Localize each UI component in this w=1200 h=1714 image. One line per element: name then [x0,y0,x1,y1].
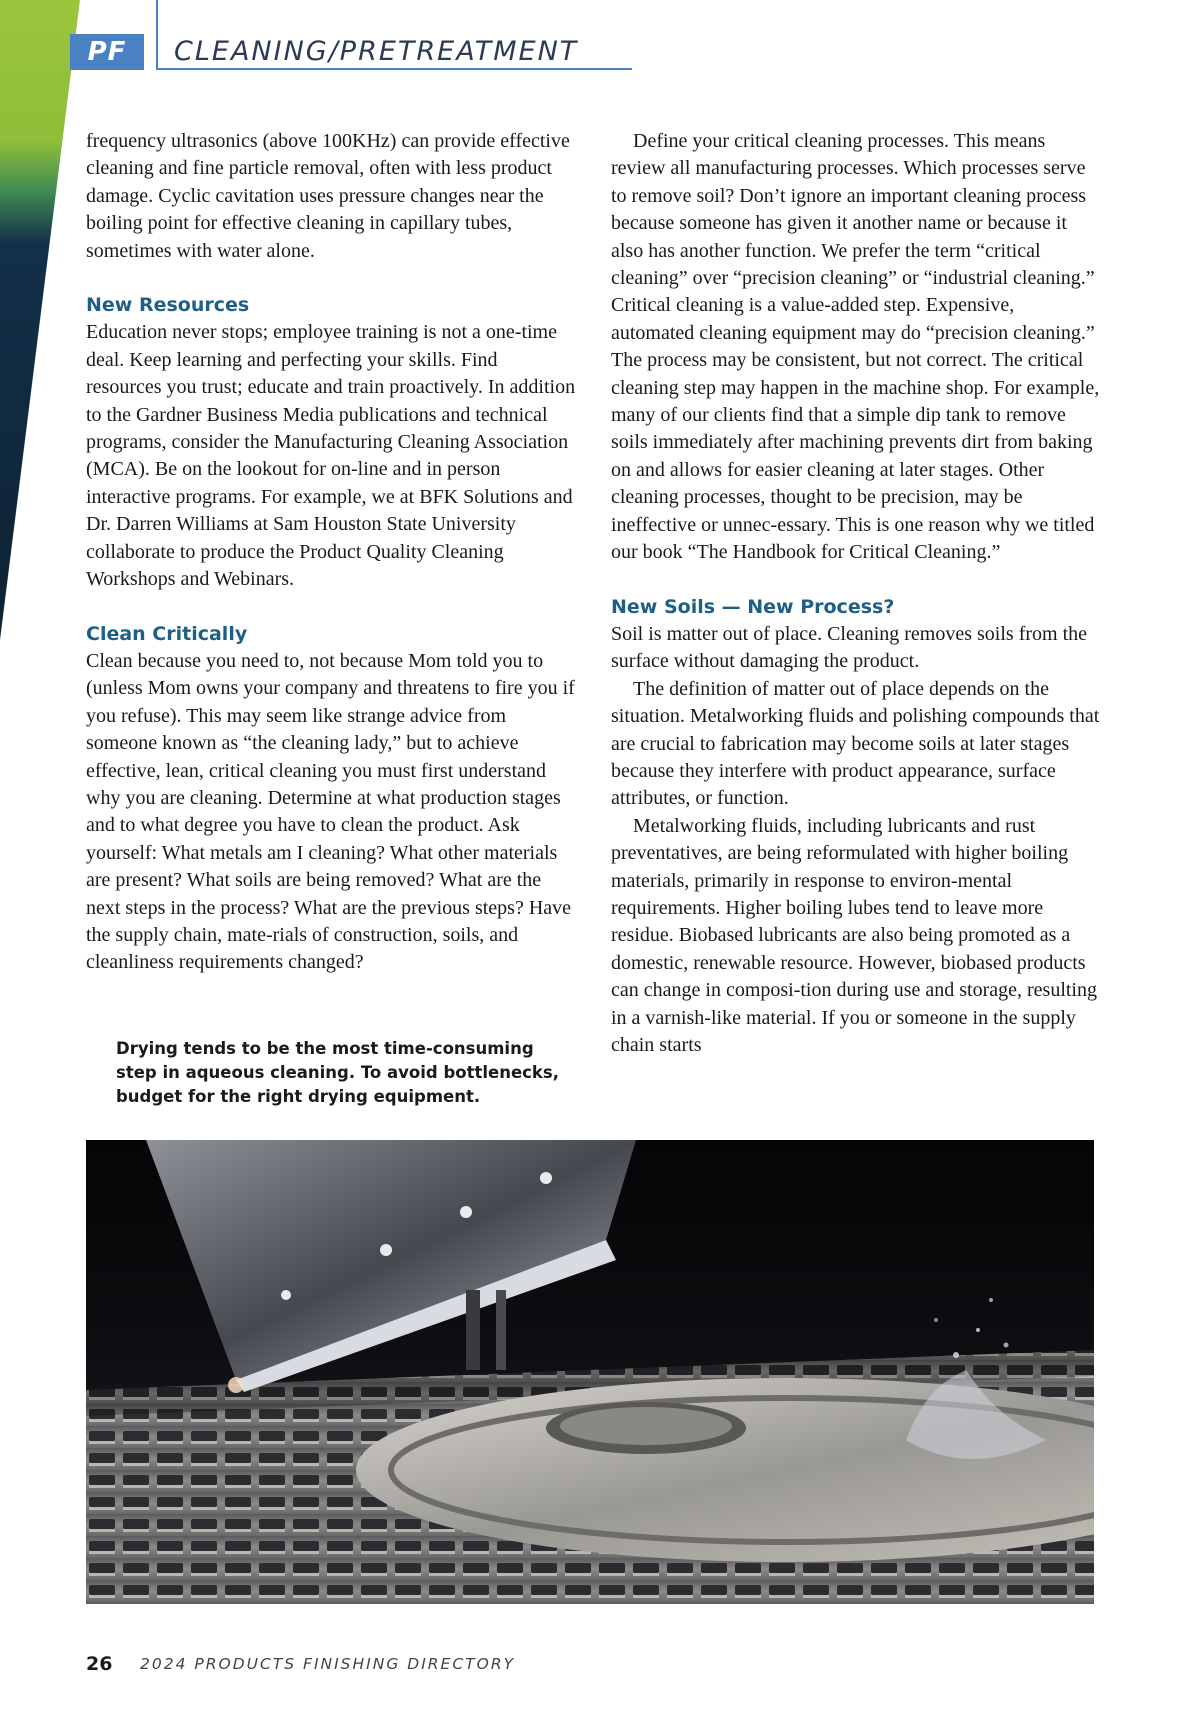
page-number: 26 [86,1653,113,1675]
right-column [611,128,1101,1059]
metalworking-fluids-paragraph: Metalworking fluids, including lubricants and rust preventatives, are being reformulated with higher boiling materials, primarily in response to environ-mental requirements. Higher boiling lubes tend to leave more residue. Biobased lubricants are also being promoted as a domestic, renewable resource. However, biobased products can change in composi-tion during use and storage, resulting in a varnish-like material. If you or someone in the supply chain starts [611,814,1097,1056]
new-resources-paragraph: Education never stops; employee training is not a one-time deal. Keep learning and perfecting your skills. Find resources you trust; educate and train proactively. In addition to the Gardner Business Media publications and technical programs, consider the Manufacturing Cleaning Association (MCA). Be on the lookout for on-line and in person interactive programs. For example, we at BFK Solutions and Dr. Darren Williams at Sam Houston State University collaborate to produce the Product Quality Cleaning Workshops and Webinars. [86,321,576,591]
clean-critically-paragraph: Clean because you need to, not because Mom told you to (unless Mom owns your company and threatens to fire you if you refuse). This may seem like strange advice from someone known as “the cleaning lady,” but to achieve effective, lean, critical cleaning you must first understand why you are cleaning. Determine at what production stages and to what degree you have to clean the product. Ask yourself: What metals am I cleaning? What other materials are present? What soils are being removed? What are the next steps in the process? What are the previous steps? Have the supply chain, mate-rials of construction, soils, and cleanliness requirements changed? [86,649,575,974]
photo-caption: Drying tends to be the most time-consuming step in aqueous cleaning. To avoid bottlenecks, budget for the right drying equipment. [116,1039,559,1106]
heading-new-resources: New Resources [86,294,250,317]
drying-photo-illustration [86,1140,1094,1604]
soil-definition-paragraph: Soil is matter out of place. Cleaning removes soils from the surface without damaging the product. [611,622,1088,673]
drying-equipment-photo [86,1140,1094,1604]
publication-name: 2024 PRODUCTS FINISHING DIRECTORY [140,1655,516,1673]
critical-processes-paragraph: Define your critical cleaning processes. This means review all manufacturing processes. Which processes serve to remove soil? Don’t ignore an important cleaning process because someone has given it another name or because it also has another function. We prefer the term “critical cleaning” over “precision cleaning” or “industrial cleaning.” Critical cleaning is a value-added step. Expensive, automated cleaning equipment may do “precision cleaning.” The process may be consistent, but not correct. The critical cleaning step may happen in the machine shop. For example, many of our clients find that a simple dip tank to remove soils immediately after machining prevents dirt from baking on and allows for easier cleaning at later stages. Other cleaning processes, thought to be precision, may be ineffective or unnec-essary. This is one reason why we titled our book “The Handbook for Critical Cleaning.” [611,130,1100,564]
left-intro-paragraph: frequency ultrasonics (above 100KHz) can provide effective cleaning and fine particle removal, often with less product damage. Cyclic cavitation uses pressure changes near the boiling point for effective cleaning in capillary tubes, sometimes with water alone. [86,130,570,262]
left-column [86,128,578,977]
pf-badge: PF [70,34,144,70]
matter-out-of-place-paragraph: The definition of matter out of place depends on the situation. Metalworking fluids and polishing compounds that are crucial to fabrication may become soils at later stages because they interfere with product appearance, surface attributes, or function. [611,677,1100,810]
heading-clean-critically: Clean Critically [86,622,248,645]
section-title: CLEANING/PRETREATMENT [174,36,579,67]
header-vertical-rule [156,0,158,70]
heading-new-soils: New Soils — New Process? [611,595,895,618]
page-header [0,0,1200,80]
